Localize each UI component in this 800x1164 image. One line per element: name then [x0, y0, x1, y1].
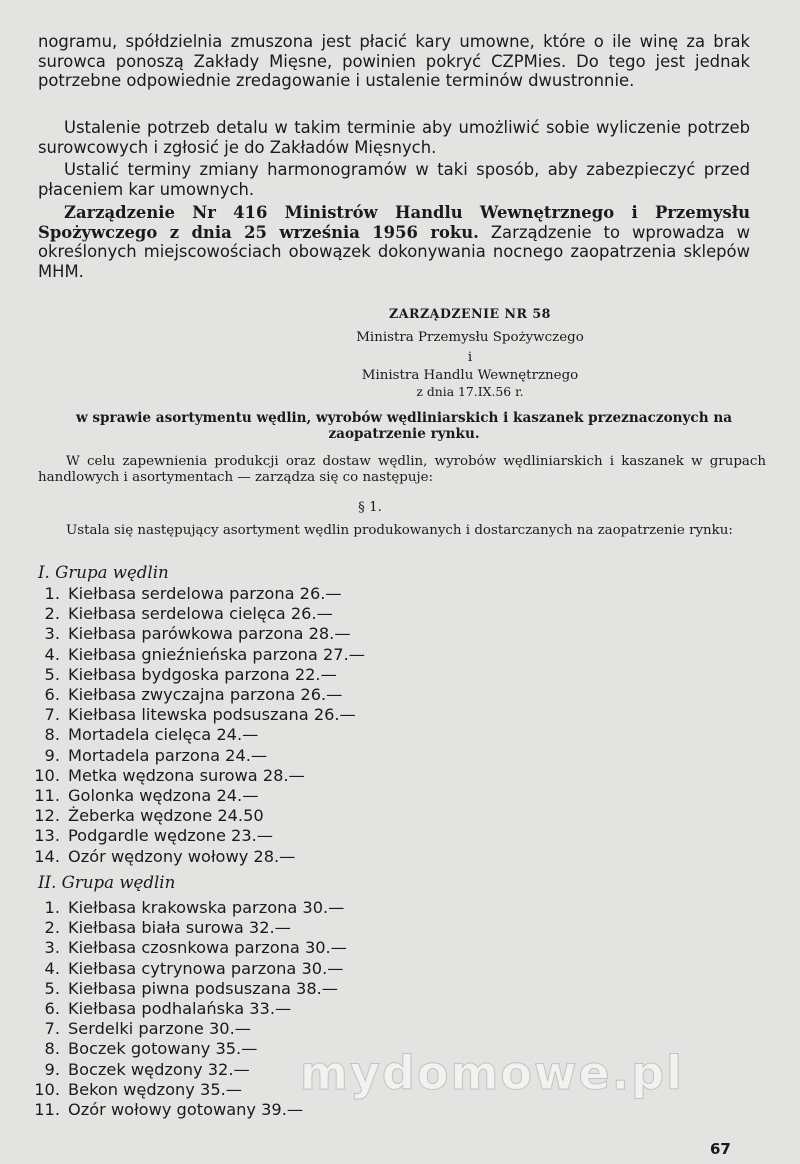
- item-number: 13.: [34, 826, 60, 846]
- list-item: [28, 1019, 347, 1039]
- list-item: [28, 826, 365, 846]
- item-number: 3.: [44, 938, 60, 958]
- list-item: [28, 959, 347, 979]
- watermark: mydomowe.pl: [300, 1046, 684, 1100]
- item-number: 10.: [34, 1079, 60, 1099]
- item-text: Mortadela cielęca 24.—: [68, 725, 259, 745]
- intro-paragraph-3: Ustalić terminy zmiany harmonogramów w taki sposób, aby zabezpieczyć przed płaceniem kar umownych.: [38, 160, 750, 199]
- item-number: 5.: [44, 664, 60, 684]
- list-item: [28, 898, 347, 918]
- list-item: [28, 584, 365, 604]
- list-item: [28, 725, 365, 745]
- ordinance-establishes: Ustala się następujący asortyment wędlin produkowanych i dostarczanych na zaopatrzenie rynku:: [66, 523, 733, 538]
- item-number: 14.: [34, 846, 60, 866]
- item-number: 1.: [44, 584, 60, 603]
- item-number: 5.: [44, 978, 60, 998]
- list-item: [28, 705, 365, 725]
- group-2-heading: II. Grupa wędlin: [38, 873, 176, 892]
- item-number: 9.: [44, 745, 60, 765]
- item-text: Kiełbasa litewska podsuszana 26.—: [68, 705, 356, 725]
- item-text: Kiełbasa krakowska parzona 30.—: [68, 898, 345, 917]
- list-item: [28, 806, 365, 826]
- group-1-heading: I. Grupa wędlin: [38, 563, 169, 582]
- list-item: [28, 685, 365, 705]
- list-item: [28, 665, 365, 685]
- issuer-conjunction: i: [467, 350, 473, 365]
- item-text: Golonka wędzona 24.—: [68, 786, 259, 806]
- item-number: 1.: [44, 898, 60, 917]
- page-number: 67: [710, 1140, 731, 1158]
- list-item: [28, 766, 365, 786]
- list-item: [28, 979, 347, 999]
- item-number: 11.: [34, 1100, 60, 1120]
- item-number: 2.: [44, 918, 60, 938]
- item-text: Kiełbasa cytrynowa parzona 30.—: [68, 958, 344, 978]
- intro-paragraph-1: nogramu, spółdzielnia zmuszona jest płacić kary umowne, które o ile winę za brak surowca ponoszą Zakłady Mięsne, powinien pokryć CZPMies. Do tego jest jednak potrzebne odpowiednie zredagowanie i ustalenie terminów dwustronnie.: [38, 32, 750, 91]
- list-item: [28, 1100, 347, 1120]
- item-text: Kiełbasa zwyczajna parzona 26.—: [68, 685, 343, 705]
- intro-paragraph-2: Ustalenie potrzeb detalu w takim terminie aby umożliwić sobie wyliczenie potrzeb surowcowych i zgłosić je do Zakładów Mięsnych.: [38, 118, 750, 157]
- item-text: Kiełbasa czosnkowa parzona 30.—: [68, 938, 347, 958]
- ordinance-subject: w sprawie asortymentu wędlin, wyrobów wędliniarskich i kaszanek przeznaczonych na zaopatrzenie rynku.: [75, 410, 733, 442]
- issuer-minister-2: Ministra Handlu Wewnętrznego: [361, 368, 579, 383]
- item-text: Kiełbasa parówkowa parzona 28.—: [68, 624, 351, 644]
- item-number: 12.: [34, 806, 60, 826]
- list-item: [28, 604, 365, 624]
- item-number: 8.: [44, 1039, 60, 1059]
- item-text: Kiełbasa serdelowa cielęca 26.—: [68, 604, 333, 624]
- item-text: Podgardle wędzone 23.—: [68, 826, 273, 846]
- item-number: 7.: [44, 1019, 60, 1039]
- ordinance-intro: W celu zapewnienia produkcji oraz dostaw wędlin, wyrobów wędliniarskich i kaszanek w grupach handlowych i asortymentach — zarządza się co następuje:: [38, 454, 766, 485]
- list-item: [28, 999, 347, 1019]
- item-number: 7.: [44, 705, 60, 725]
- item-number: 2.: [44, 604, 60, 624]
- item-text: Bekon wędzony 35.—: [68, 1079, 242, 1099]
- item-number: 6.: [44, 685, 60, 705]
- issuer-minister-1: Ministra Przemysłu Spożywczego: [356, 330, 584, 345]
- item-number: 11.: [34, 786, 60, 806]
- item-text: Mortadela parzona 24.—: [68, 745, 268, 765]
- ordinance-date: z dnia 17.IX.56 r.: [416, 384, 524, 399]
- item-text: Kiełbasa biała surowa 32.—: [68, 918, 291, 938]
- ordinance-416-reference: Zarządzenie Nr 416 Ministrów Handlu Wewnętrznego i Przemysłu Spożywczego z dnia 25 września 1956 roku.: [38, 203, 750, 242]
- paragraph-mark: § 1.: [358, 500, 382, 515]
- item-number: 3.: [44, 624, 60, 644]
- list-item: [28, 938, 347, 958]
- item-text: Żeberka wędzone 24.50: [68, 806, 264, 826]
- item-text: Boczek gotowany 35.—: [68, 1039, 258, 1059]
- item-text: Metka wędzona surowa 28.—: [68, 765, 305, 785]
- item-text: Kiełbasa gnieźnieńska parzona 27.—: [68, 644, 365, 664]
- item-text: Kiełbasa serdelowa parzona 26.—: [68, 584, 342, 603]
- item-number: 4.: [44, 958, 60, 978]
- list-item: [28, 746, 365, 766]
- item-text: Serdelki parzone 30.—: [68, 1019, 251, 1039]
- item-number: 9.: [44, 1059, 60, 1079]
- list-item: [28, 918, 347, 938]
- item-number: 4.: [44, 644, 60, 664]
- item-number: 10.: [34, 765, 60, 785]
- list-item: [28, 624, 365, 644]
- ordinance-416-description: Zarządzenie to wprowadza w określonych miejscowościach obowązek dokonywania nocnego zaopatrzenia sklepów MHM.: [38, 222, 751, 281]
- item-text: Kiełbasa piwna podsuszana 38.—: [68, 978, 338, 998]
- item-number: 8.: [44, 725, 60, 745]
- intro-paragraph-4: [38, 203, 750, 281]
- item-number: 6.: [44, 999, 60, 1019]
- item-text: Ozór wędzony wołowy 28.—: [68, 846, 296, 866]
- list-item: [28, 847, 365, 867]
- item-text: Kiełbasa podhalańska 33.—: [68, 999, 292, 1019]
- group-1-list: [28, 584, 365, 867]
- ordinance-title: ZARZĄDZENIE NR 58: [389, 306, 551, 321]
- item-text: Ozór wołowy gotowany 39.—: [68, 1100, 304, 1120]
- item-text: Boczek wędzony 32.—: [68, 1059, 250, 1079]
- list-item: [28, 786, 365, 806]
- item-text: Kiełbasa bydgoska parzona 22.—: [68, 664, 337, 684]
- list-item: [28, 645, 365, 665]
